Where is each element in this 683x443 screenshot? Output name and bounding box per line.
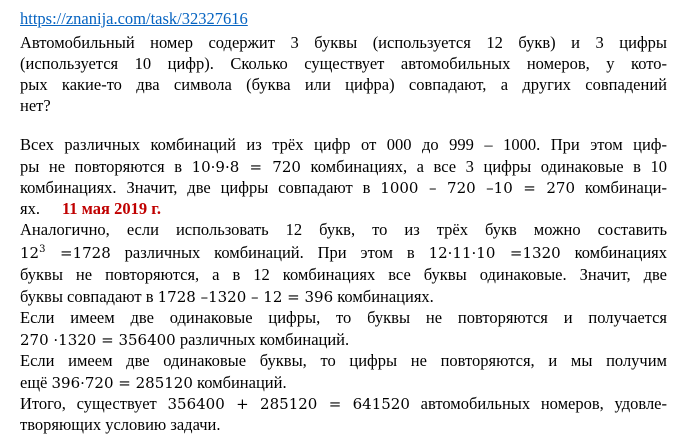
text: ещё [20,373,52,392]
text: Итого, существует [20,394,168,413]
problem-line-3: рых какие-то два символа (буква или цифра) совпадают, а других совпадений [20,75,667,94]
text: ях. [20,199,40,218]
text: комбинаций. [192,373,287,392]
text: ры не повторяются в [20,157,192,176]
base: 12 [20,244,40,262]
solution-line-9: Если имеем две одинаковые цифры, то буквы не повторяются и получается [20,308,667,327]
formula: 396·720 = 285120 [51,374,193,392]
problem-line-4: нет? [20,96,51,115]
result: =1728 [45,244,111,262]
text: комбинациях. [333,287,434,306]
solution-line-14: творяющих условию задачи. [20,415,221,434]
text: различных комбинаций. [175,330,350,349]
text: автомобильных номеров, удовле- [409,394,668,413]
solution-line-3 [20,178,667,198]
formula: 10·9·8 = 720 [191,158,301,176]
text: комбинациях. Значит, две цифры совпадают в [20,178,381,197]
text: комбинациях [560,243,668,262]
source-link[interactable]: https://znanija.com/task/32327616 [20,9,248,28]
solution-line-1: Всех различных комбинаций из трёх цифр от 000 до 999 – 1000. При этом циф- [20,135,667,154]
formula: 270 ·1320 = 356400 [20,331,176,349]
solution-line-6 [20,243,667,263]
solution-line-4 [20,199,667,219]
solution-line-12 [20,373,667,393]
text: комбинаци- [575,178,668,197]
formula: 1000 – 720 –10 = 270 [380,179,576,197]
text: комбинациях, а все 3 цифры одинаковые в 10 [300,157,667,176]
problem-line-2: (используется 10 цифр). Сколько существует автомобильных номеров, у кото- [20,54,667,73]
solution-line-8 [20,287,667,307]
solution-line-7: буквы не повторяются, а в 12 комбинациях все буквы одинаковые. Значит, две [20,265,667,284]
solution-line-2 [20,157,667,177]
source-link-line [20,9,667,29]
solution-line-10 [20,330,667,350]
solution-line-5: Аналогично, если использовать 12 букв, то из трёх букв можно составить [20,220,667,239]
solution-line-13 [20,394,667,414]
text: буквы совпадают в [20,287,158,306]
exponent: 3 [39,244,46,255]
date-stamp: 11 мая 2019 г. [61,199,161,218]
formula [20,244,111,262]
solution-line-11: Если имеем две одинаковые буквы, то цифры не повторяются, и мы получим [20,351,667,370]
formula: 1728 –1320 – 12 = 396 [157,288,334,306]
formula: 356400 + 285120 = 641520 [167,395,410,413]
text: различных комбинаций. При этом в [110,243,429,262]
formula: 12·11·10 =1320 [428,244,561,262]
problem-line-1: Автомобильный номер содержит 3 буквы (используется 12 букв) и 3 цифры [20,33,667,52]
